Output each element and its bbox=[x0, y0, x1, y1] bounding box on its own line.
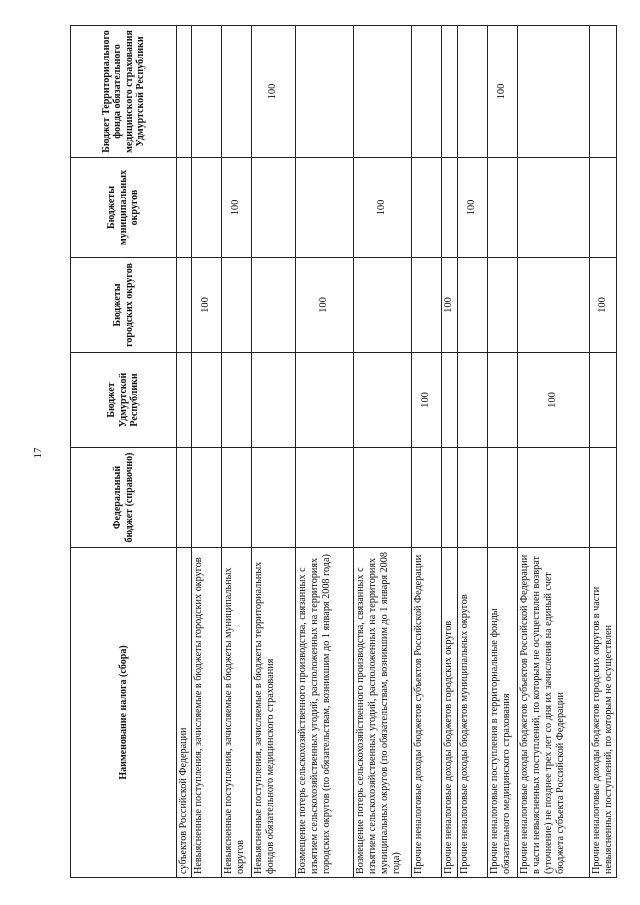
tax-name-cell: Невыясненные поступления, зачисляемые в бюджеты городских округов bbox=[192, 548, 222, 878]
table-row bbox=[252, 26, 296, 878]
tax-name-cell: Прочие неналоговые доходы бюджетов муниципальных округов bbox=[458, 548, 488, 878]
value-cell bbox=[488, 448, 518, 548]
value-cell bbox=[252, 158, 296, 258]
value-cell bbox=[222, 448, 252, 548]
value-cell bbox=[192, 26, 222, 158]
value-cell bbox=[296, 353, 354, 448]
value-cell bbox=[442, 448, 458, 548]
value-cell bbox=[518, 158, 590, 258]
value-cell bbox=[442, 158, 458, 258]
value-cell: 100 bbox=[354, 158, 412, 258]
column-header: Бюджет Удмуртской Республики bbox=[71, 353, 177, 448]
tax-name-cell: Прочие неналоговые доходы бюджетов субъектов Российской Федерации bbox=[412, 548, 442, 878]
tax-name-cell: Возмещение потерь сельскохозяйственного производства, связанных с изъятием сельскохозяйственных угодий, расположенных на территориях городских округов (по обязательствам, возникшим до 1 января 2008 года) bbox=[296, 548, 354, 878]
value-cell bbox=[412, 158, 442, 258]
value-cell bbox=[252, 448, 296, 548]
column-header: Бюджеты муниципальных округов bbox=[71, 158, 177, 258]
value-cell: 100 bbox=[488, 26, 518, 158]
value-cell bbox=[177, 26, 192, 158]
table-row bbox=[222, 26, 252, 878]
value-cell bbox=[354, 448, 412, 548]
tax-name-cell: Невыясненные поступления, зачисляемые в бюджеты территориальных фондов обязательного медицинского страхования bbox=[252, 548, 296, 878]
column-header: Наименование налога (сбора) bbox=[71, 548, 177, 878]
value-cell: 100 bbox=[458, 158, 488, 258]
tax-distribution-table bbox=[70, 25, 617, 878]
value-cell bbox=[458, 448, 488, 548]
value-cell bbox=[252, 258, 296, 353]
table-row bbox=[412, 26, 442, 878]
value-cell bbox=[177, 158, 192, 258]
tax-name-cell: Прочие неналоговые поступления в территориальные фонды обязательного медицинского страхования bbox=[488, 548, 518, 878]
value-cell bbox=[222, 26, 252, 158]
value-cell bbox=[296, 26, 354, 158]
tax-name-cell: Прочие неналоговые доходы бюджетов городских округов bbox=[442, 548, 458, 878]
value-cell bbox=[590, 448, 617, 548]
value-cell bbox=[488, 158, 518, 258]
table-row bbox=[518, 26, 590, 878]
value-cell bbox=[518, 26, 590, 158]
value-cell bbox=[192, 353, 222, 448]
value-cell bbox=[296, 448, 354, 548]
value-cell bbox=[177, 353, 192, 448]
value-cell bbox=[354, 353, 412, 448]
page-number: 17 bbox=[32, 447, 44, 459]
tax-name-cell: Прочие неналоговые доходы бюджетов городских округов в части невыясненных поступлений, по которым не осуществлен bbox=[590, 548, 617, 878]
value-cell bbox=[518, 448, 590, 548]
value-cell bbox=[177, 258, 192, 353]
tax-name-cell: Прочие неналоговые доходы бюджетов субъектов Российской Федерации в части невыясненных поступлений, по которым не осуществлен возврат (уточнение) не позднее трех лет со дня их зачисления на единый счет бюджета субъекта Российской Федерации bbox=[518, 548, 590, 878]
table-row bbox=[354, 26, 412, 878]
column-header: Бюджет Территориального фонда обязательного медицинского страхования Удмуртской Республики bbox=[71, 26, 177, 158]
tax-name-cell: Возмещение потерь сельскохозяйственного производства, связанных с изъятием сельскохозяйственных угодий, расположенных на территориях муниципальных округов (по обязательствам, возникшим до 1 января 2008 года) bbox=[354, 548, 412, 878]
value-cell bbox=[354, 258, 412, 353]
value-cell bbox=[488, 258, 518, 353]
value-cell bbox=[412, 258, 442, 353]
value-cell bbox=[252, 353, 296, 448]
value-cell: 100 bbox=[222, 158, 252, 258]
rotated-table-container bbox=[70, 26, 615, 878]
tax-name-cell: субъектов Российской Федерации bbox=[177, 548, 192, 878]
value-cell: 100 bbox=[442, 258, 458, 353]
tax-name-cell: Невыясненные поступления, зачисляемые в бюджеты муниципальных округов bbox=[222, 548, 252, 878]
table-row bbox=[442, 26, 458, 878]
value-cell: 100 bbox=[412, 353, 442, 448]
column-header: Федеральный бюджет (справочно) bbox=[71, 448, 177, 548]
value-cell bbox=[518, 258, 590, 353]
value-cell bbox=[590, 26, 617, 158]
table-row bbox=[458, 26, 488, 878]
value-cell bbox=[354, 26, 412, 158]
value-cell bbox=[458, 258, 488, 353]
value-cell bbox=[412, 448, 442, 548]
table-row bbox=[177, 26, 192, 878]
value-cell bbox=[222, 353, 252, 448]
value-cell bbox=[296, 158, 354, 258]
value-cell bbox=[222, 258, 252, 353]
value-cell: 100 bbox=[252, 26, 296, 158]
table-row bbox=[296, 26, 354, 878]
value-cell bbox=[488, 353, 518, 448]
value-cell: 100 bbox=[518, 353, 590, 448]
value-cell bbox=[590, 353, 617, 448]
value-cell: 100 bbox=[192, 258, 222, 353]
table-row bbox=[590, 26, 617, 878]
value-cell bbox=[192, 158, 222, 258]
value-cell bbox=[192, 448, 222, 548]
table-row bbox=[192, 26, 222, 878]
value-cell bbox=[177, 448, 192, 548]
value-cell bbox=[590, 158, 617, 258]
table-row bbox=[488, 26, 518, 878]
column-header: Бюджеты городских округов bbox=[71, 258, 177, 353]
value-cell: 100 bbox=[590, 258, 617, 353]
value-cell bbox=[458, 353, 488, 448]
value-cell bbox=[458, 26, 488, 158]
value-cell bbox=[442, 353, 458, 448]
value-cell bbox=[442, 26, 458, 158]
value-cell bbox=[412, 26, 442, 158]
value-cell: 100 bbox=[296, 258, 354, 353]
